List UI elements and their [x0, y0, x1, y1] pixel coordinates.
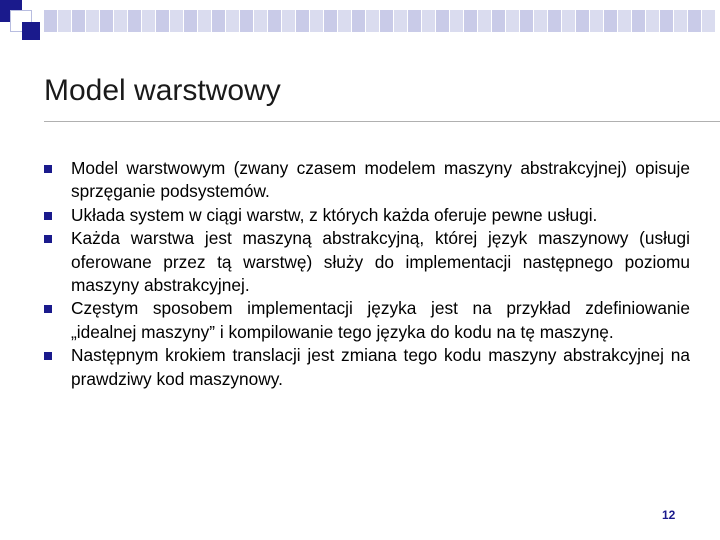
- band-cell: [492, 10, 506, 32]
- bullet-item: [44, 157, 690, 204]
- square-bullet-icon: [44, 352, 52, 360]
- band-cell: [576, 10, 590, 32]
- band-cell: [548, 10, 562, 32]
- band-cell: [688, 10, 702, 32]
- bullet-text: Model warstwowym (zwany czasem modelem maszyny abstrakcyjnej) opisuje sprzęganie podsystemów.: [71, 158, 690, 202]
- band-cell: [352, 10, 366, 32]
- band-cell: [450, 10, 464, 32]
- bullet-text: Częstym sposobem implementacji języka jest na przykład zdefiniowanie „idealnej maszyny” i kompilowanie tego języka do kodu na tę maszynę.: [71, 298, 690, 342]
- band-cell: [590, 10, 604, 32]
- band-cell: [562, 10, 576, 32]
- band-cell: [436, 10, 450, 32]
- bullet-text: Każda warstwa jest maszyną abstrakcyjną, której język maszynowy (usługi oferowane przez tą warstwę) służy do implementacji następnego poziomu maszyny abstrakcyjnej.: [71, 228, 690, 296]
- band-cell: [44, 10, 58, 32]
- band-cell: [114, 10, 128, 32]
- bullet-item: [44, 204, 690, 227]
- band-cell: [226, 10, 240, 32]
- band-cell: [604, 10, 618, 32]
- band-cell: [296, 10, 310, 32]
- band-cell: [380, 10, 394, 32]
- band-cell: [534, 10, 548, 32]
- bullet-list: [44, 157, 690, 391]
- square-bullet-icon: [44, 235, 52, 243]
- square-bullet-icon: [44, 305, 52, 313]
- band-cell: [422, 10, 436, 32]
- band-cell: [156, 10, 170, 32]
- band-cell: [198, 10, 212, 32]
- band-cell: [170, 10, 184, 32]
- band-cell: [72, 10, 86, 32]
- band-cell: [58, 10, 72, 32]
- square-bullet-icon: [44, 212, 52, 220]
- bullet-item: [44, 227, 690, 297]
- band-cell: [86, 10, 100, 32]
- bullet-text: Następnym krokiem translacji jest zmiana tego kodu maszyny abstrakcyjnej na prawdziwy kod maszynowy.: [71, 345, 690, 389]
- slide-title: Model warstwowy: [44, 74, 281, 107]
- bullet-text: Układa system w ciągi warstw, z których każda oferuje pewne usługi.: [71, 204, 598, 225]
- band-cell: [268, 10, 282, 32]
- square-bullet-icon: [44, 165, 52, 173]
- band-cell: [632, 10, 646, 32]
- band-cell: [240, 10, 254, 32]
- band-cell: [478, 10, 492, 32]
- band-cell: [338, 10, 352, 32]
- band-cell: [142, 10, 156, 32]
- band-cell: [618, 10, 632, 32]
- band-cell: [408, 10, 422, 32]
- band-cell: [646, 10, 660, 32]
- bullet-item: [44, 344, 690, 391]
- bullet-item: [44, 297, 690, 344]
- band-cell: [506, 10, 520, 32]
- title-divider: [44, 121, 720, 122]
- band-cell: [184, 10, 198, 32]
- band-cell: [394, 10, 408, 32]
- corner-square-dark-small: [22, 22, 40, 40]
- band-cell: [212, 10, 226, 32]
- band-cell: [324, 10, 338, 32]
- band-cell: [254, 10, 268, 32]
- band-cell: [464, 10, 478, 32]
- band-cell: [366, 10, 380, 32]
- band-cell: [674, 10, 688, 32]
- band-cell: [128, 10, 142, 32]
- decorative-top-band: [44, 10, 720, 32]
- band-cell: [520, 10, 534, 32]
- band-cell: [282, 10, 296, 32]
- page-number: 12: [662, 508, 676, 522]
- band-cell: [702, 10, 716, 32]
- band-cell: [660, 10, 674, 32]
- band-cell: [310, 10, 324, 32]
- band-cell: [100, 10, 114, 32]
